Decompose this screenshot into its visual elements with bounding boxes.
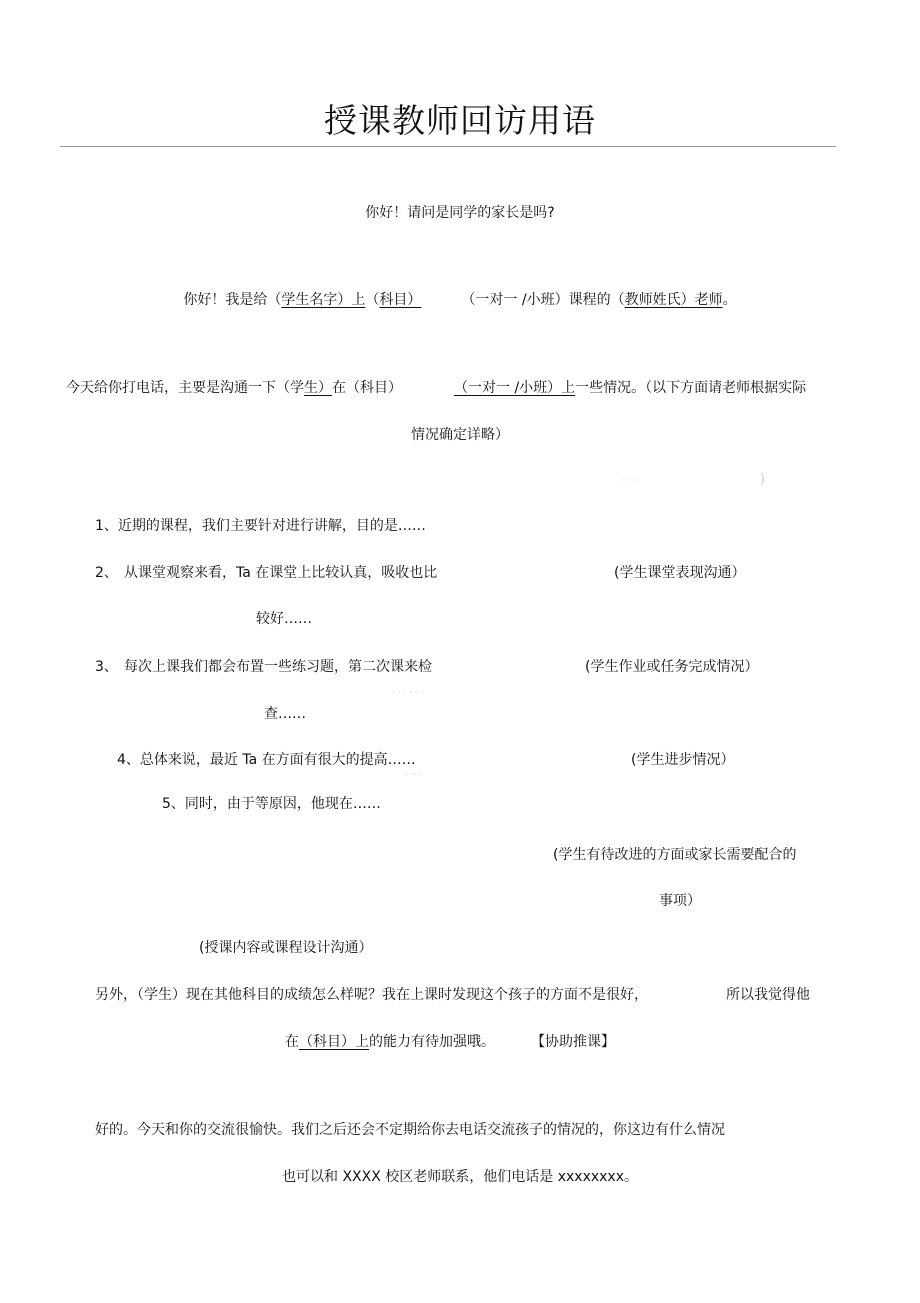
course-design-note: (授课内容或课程设计沟通） — [199, 940, 373, 956]
purpose-text: 今天给你打电话，主要是沟通一下（学 — [66, 380, 304, 396]
subject-blank: （科目）上 — [299, 1034, 369, 1050]
purpose-line-1 — [66, 381, 806, 395]
purpose-line-2: 情况确定详略） — [411, 427, 509, 443]
class-type-text: （一对一 /小班）课程的 — [461, 292, 611, 308]
item-2-continued: 较好…… — [256, 611, 312, 627]
intro-text: （ — [610, 292, 625, 308]
item-3-continued: 查…… — [264, 706, 306, 722]
title-divider — [60, 146, 836, 147]
item-2-note: (学生课堂表现沟通） — [614, 565, 746, 581]
closing-line-2: 也可以和 XXXX 校区老师联系，他们电话是 xxxxxxxx。 — [282, 1169, 638, 1185]
item-5: 5、同时，由于等原因，他现在…… — [162, 796, 381, 812]
purpose-text: 一些情况。（以下方面请老师根据实际 — [575, 380, 807, 396]
scan-artifact: · · · · · · — [392, 688, 424, 698]
item-5-note: (学生有待改进的方面或家长需要配合的 — [553, 847, 797, 863]
scan-artifact: · ·· · — [405, 770, 423, 780]
student-name-blank: 学生名字）上 — [281, 292, 366, 308]
intro-end: 。 — [722, 292, 737, 308]
item-4: 4、总体来说，最近 Ta 在方面有很大的提高…… — [117, 752, 416, 768]
page-title: 授课教师回访用语 — [324, 101, 596, 140]
other-subjects-line-1-end: 所以我觉得他 — [726, 987, 810, 1003]
item-5-note-continued: 事项） — [659, 893, 701, 909]
closing-line-1: 好的。今天和你的交流很愉快。我们之后还会不定期给你去电话交流孩子的情况的，你这边有什么情况 — [95, 1122, 725, 1138]
scan-artifact: ) — [760, 472, 766, 487]
purpose-text: 在（科目） — [332, 380, 402, 396]
intro-text: （ — [365, 292, 380, 308]
item-1: 1、近期的课程，我们主要针对进行讲解，目的是…… — [95, 518, 426, 534]
other-subjects-line-2 — [285, 1035, 615, 1049]
greeting-line: 你好！请问是同学的家长是吗? — [365, 205, 555, 221]
item-3-number: 3、 — [95, 659, 118, 675]
item-4-note: (学生进步情况） — [631, 752, 735, 768]
other-text: 的能力有待加强哦。 — [369, 1034, 495, 1050]
other-text: 在 — [285, 1034, 299, 1050]
item-2: 从课堂观察来看，Ta 在课堂上比较认真，吸收也比 — [124, 565, 438, 581]
item-3: 每次上课我们都会布置一些练习题，第二次课来检 — [124, 659, 432, 675]
assist-tag: 【协助推课】 — [531, 1034, 615, 1050]
intro-line — [0, 293, 920, 307]
intro-text: 你好！我是给（ — [183, 292, 282, 308]
scan-artifact: · · · · — [620, 476, 641, 486]
item-2-number: 2、 — [95, 565, 118, 581]
subject-blank: 科目） — [379, 292, 422, 308]
class-type-blank: （一对一 /小班）上 — [454, 380, 576, 396]
student-blank: 生） — [304, 380, 332, 396]
item-3-note: (学生作业或任务完成情况） — [585, 659, 759, 675]
teacher-name-blank: 教师姓氏）老师 — [624, 292, 723, 308]
other-subjects-line-1: 另外，（学生）现在其他科目的成绩怎么样呢？我在上课时发现这个孩子的方面不是很好， — [95, 987, 648, 1003]
